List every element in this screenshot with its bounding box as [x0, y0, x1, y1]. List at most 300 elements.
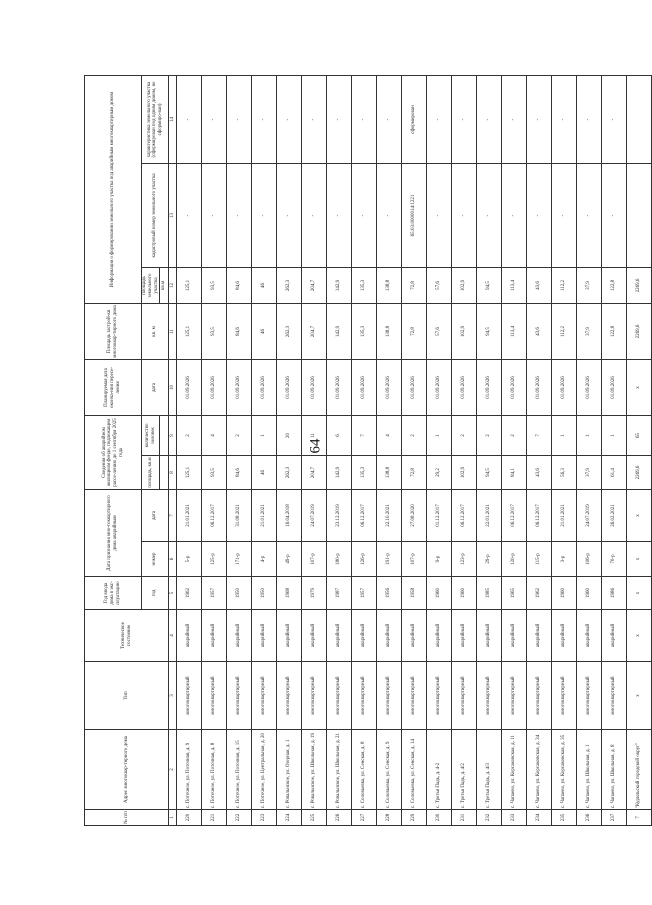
table-cell-n: 232 [477, 810, 502, 826]
table-cell-date: 27.08.2020 [402, 489, 427, 541]
table-cell-date: 06.12.2017 [527, 489, 552, 541]
table-cell-addr: с. Ровальнское, ул. Школьная, д. 19 [302, 730, 327, 810]
total-cell-land: 2269,6 [627, 267, 652, 303]
table-row [452, 75, 477, 825]
sub-land-area: площадь земельного участка [142, 267, 160, 303]
table-cell-state: аварийный [227, 610, 252, 662]
table-cell-people: 7 [527, 415, 552, 455]
table-cell-n: 222 [227, 810, 252, 826]
table-cell-area: 125,1 [177, 455, 202, 489]
table-cell-char: - [352, 75, 377, 163]
table-cell-land: 102,9 [452, 267, 477, 303]
table-cell-state: аварийный [527, 610, 552, 662]
table-cell-n: 230 [427, 810, 452, 826]
col-number: 6 [169, 542, 177, 577]
table-row [177, 75, 202, 825]
table-cell-num: 5-р [177, 542, 202, 577]
table-cell-planned: 01.09.2026 [352, 359, 377, 415]
table-cell-type: многоквартирный [277, 662, 302, 730]
table-cell-built: 113,4 [502, 303, 527, 359]
table-cell-char: - [327, 75, 352, 163]
sub-area: площадь, кв.м [142, 455, 160, 489]
table-cell-char: - [177, 75, 202, 163]
table-cell-state: аварийный [327, 610, 352, 662]
table-cell-built: 135,3 [352, 303, 377, 359]
unit-people-empty [160, 415, 169, 455]
table-cell-addr: с. Поточное, ул. Поточная, д. 15 [227, 730, 252, 810]
table-body [177, 75, 652, 825]
table-cell-year: 1957 [352, 577, 377, 610]
table-cell-built: 112,2 [552, 303, 577, 359]
table-cell-area: 94,5 [477, 455, 502, 489]
table-cell-planned: 01.09.2026 [427, 359, 452, 415]
table-row [202, 75, 227, 825]
table-cell-state: аварийный [302, 610, 327, 662]
table-cell-built: 142,9 [327, 303, 352, 359]
total-cell-planned: х [627, 359, 652, 415]
table-row [252, 75, 277, 825]
table-cell-state: аварийный [377, 610, 402, 662]
table-cell-planned: 01.09.2026 [202, 359, 227, 415]
table-cell-planned: 01.09.2026 [527, 359, 552, 415]
table-cell-built: 125,1 [177, 303, 202, 359]
table-cell-state: аварийный [602, 610, 627, 662]
sub-cadastral: кадастровый номер земельного участка [142, 163, 169, 267]
table-cell-state: аварийный [352, 610, 377, 662]
total-cell-date: х [627, 489, 652, 541]
table-cell-num: 115-р [527, 542, 552, 577]
table-cell-state: аварийный [252, 610, 277, 662]
table-cell-date: 24.07.2019 [302, 489, 327, 541]
table-cell-cad: - [252, 163, 277, 267]
table-cell-n: 235 [552, 810, 577, 826]
table-cell-char: - [202, 75, 227, 163]
table-cell-planned: 01.09.2026 [502, 359, 527, 415]
table-cell-cad: - [227, 163, 252, 267]
table-cell-state: аварийный [427, 610, 452, 662]
total-cell-cad [627, 163, 652, 267]
table-cell-cad: - [577, 163, 602, 267]
table-cell-year: 1957 [202, 577, 227, 610]
table-cell-land: 125,1 [177, 267, 202, 303]
table-cell-land: 94,5 [477, 267, 502, 303]
table-cell-addr: с. Соловьевка, ул. Сенская, д. 8 [352, 730, 377, 810]
table-row [477, 75, 502, 825]
table-cell-land: 113,4 [502, 267, 527, 303]
table-cell-type: многоквартирный [602, 662, 627, 730]
table-cell-n: 233 [502, 810, 527, 826]
table-cell-date: 16.04.2018 [277, 489, 302, 541]
table-cell-num: 126-р [352, 542, 377, 577]
table-cell-n: 236 [577, 810, 602, 826]
table-cell-state: аварийный [277, 610, 302, 662]
table-cell-planned: 01.09.2026 [577, 359, 602, 415]
header-emergency-date: Дата признания мно-гоквартирного дома аварийным [85, 489, 142, 576]
table-cell-land: 93,5 [202, 267, 227, 303]
table-cell-cad: - [502, 163, 527, 267]
table-cell-cad: - [602, 163, 627, 267]
unit-area-empty [160, 455, 169, 489]
table-cell-people: 2 [502, 415, 527, 455]
col-number: 13 [169, 163, 177, 267]
table-cell-cad: - [352, 163, 377, 267]
table-cell-people: 2 [177, 415, 202, 455]
table-cell-type: многоквартирный [302, 662, 327, 730]
table-cell-state: аварийный [577, 610, 602, 662]
table-cell-num: 107-р [302, 542, 327, 577]
table-cell-type: многоквартирный [552, 662, 577, 730]
sub-date: дата [142, 489, 169, 541]
table-cell-char: - [277, 75, 302, 163]
table-cell-land: 204,7 [302, 267, 327, 303]
table-cell-type: многоквартирный [452, 662, 477, 730]
table-cell-built: 122,8 [602, 303, 627, 359]
table-cell-state: аварийный [552, 610, 577, 662]
table-cell-built: 46 [252, 303, 277, 359]
table-cell-cad: - [302, 163, 327, 267]
table-cell-cad: - [202, 163, 227, 267]
table-cell-built: 262,3 [277, 303, 302, 359]
table-cell-land: 57,6 [427, 267, 452, 303]
table-cell-planned: 01.09.2026 [402, 359, 427, 415]
header-address: Адрес многоквар-тирного дома [85, 730, 169, 810]
table-row [352, 75, 377, 825]
table-cell-people: 20 [277, 415, 302, 455]
table-cell-cad: - [427, 163, 452, 267]
table-cell-people: 2 [402, 415, 427, 455]
table-cell-num: 29-р [477, 542, 502, 577]
table-cell-state: аварийный [202, 610, 227, 662]
table-cell-n: 237 [602, 810, 627, 826]
table-cell-people: 2 [452, 415, 477, 455]
col-number: 11 [169, 303, 177, 359]
table-cell-addr: с. Чапаево, ул. Школьная, д. 1 [577, 730, 602, 810]
table-cell-area: 46 [252, 455, 277, 489]
table-cell-num: 49-р [277, 542, 302, 577]
table-cell-state: аварийный [452, 610, 477, 662]
table-cell-people: 4 [202, 415, 227, 455]
total-cell-type: х [627, 662, 652, 730]
table-cell-area: 56,3 [552, 455, 577, 489]
table-cell-addr: с. Соловьевка, ул. Сенская, д. 9 [377, 730, 402, 810]
table-cell-people: 1 [252, 415, 277, 455]
table-cell-num: 9-р [427, 542, 452, 577]
table-cell-n: 224 [277, 810, 302, 826]
sub-year: год [142, 577, 169, 610]
col-number: 10 [169, 359, 177, 415]
table-cell-area: 102,9 [452, 455, 477, 489]
table-cell-type: многоквартирный [427, 662, 452, 730]
table-cell-state: аварийный [402, 610, 427, 662]
table-cell-built: 94,5 [477, 303, 502, 359]
header-state: Техническое состояние [85, 610, 169, 662]
table-cell-date: 06.12.2017 [502, 489, 527, 541]
table-cell-n: 228 [377, 810, 402, 826]
table-cell-year: 1960 [552, 577, 577, 610]
table-cell-year: 1960 [452, 577, 477, 610]
header-built-area: Площадь застрой-ки многоквар-тирного дома [85, 303, 142, 359]
table-cell-people: 2 [227, 415, 252, 455]
table-cell-built: 93,5 [202, 303, 227, 359]
table-row [527, 75, 552, 825]
table-cell-year: 1960 [427, 577, 452, 610]
table-cell-people: 1 [577, 415, 602, 455]
table-cell-date: 31.08.2021 [227, 489, 252, 541]
col-number: 8 [169, 455, 177, 489]
table-cell-area: 84,1 [502, 455, 527, 489]
table-cell-built: 84,6 [227, 303, 252, 359]
table-cell-date: 06.12.2017 [202, 489, 227, 541]
table-row [577, 75, 602, 825]
table-cell-built: 43,6 [527, 303, 552, 359]
table-cell-planned: 01.09.2026 [277, 359, 302, 415]
table-cell-land: 37,9 [577, 267, 602, 303]
table-cell-addr: с. Ровальнское, ул. Озерная, д. 1 [277, 730, 302, 810]
sub-number: номер [142, 542, 169, 577]
table-cell-date: 24.07.2019 [577, 489, 602, 541]
table-cell-cad: 65:03:0000014:1221 [402, 163, 427, 267]
table-cell-planned: 01.09.2026 [327, 359, 352, 415]
table-cell-char: - [227, 75, 252, 163]
table-cell-cad: - [327, 163, 352, 267]
emergency-housing-table [84, 75, 652, 826]
table-cell-planned: 01.09.2026 [552, 359, 577, 415]
table-cell-people: 7 [352, 415, 377, 455]
table-cell-addr: с. Чапаево, ул. Корсаковская, д. 35 [552, 730, 577, 810]
table-cell-addr: с. Третья Падь, д. 4-2 [427, 730, 452, 810]
total-cell-people: 65 [627, 415, 652, 455]
table-cell-date: 21.01.2021 [177, 489, 202, 541]
table-cell-cad: - [377, 163, 402, 267]
table-cell-type: многоквартирный [477, 662, 502, 730]
total-cell-state: х [627, 610, 652, 662]
table-cell-char: - [602, 75, 627, 163]
table-cell-addr: с. Третья Падь, д. 4/2 [452, 730, 477, 810]
table-cell-built: 138,8 [377, 303, 402, 359]
header-num: № п/п [85, 810, 169, 826]
table-cell-addr: с. Поточное, ул. Поточная, д. 9 [177, 730, 202, 810]
table-cell-num: 191-р [377, 542, 402, 577]
column-number-row [169, 75, 177, 825]
table-cell-char: - [502, 75, 527, 163]
table-cell-built: 37,9 [577, 303, 602, 359]
table-cell-area: 138,8 [377, 455, 402, 489]
table-cell-land: 122,8 [602, 267, 627, 303]
table-cell-type: многоквартирный [377, 662, 402, 730]
table-cell-year: 1986 [602, 577, 627, 610]
table-cell-area: 84,6 [227, 455, 252, 489]
table-cell-planned: 01.09.2026 [377, 359, 402, 415]
table-cell-year: 1962 [177, 577, 202, 610]
table-cell-num: 106-р [577, 542, 602, 577]
table-cell-addr: с. Третья Падь, д. 4/3 [477, 730, 502, 810]
sub-people: количество человек [142, 415, 160, 455]
table-cell-char: - [527, 75, 552, 163]
table-cell-cad: - [527, 163, 552, 267]
table-cell-date: 26.02.2021 [602, 489, 627, 541]
table-cell-cad: - [277, 163, 302, 267]
col-number: 12 [169, 267, 177, 303]
total-cell-num: х [627, 542, 652, 577]
table-cell-year: 1958 [402, 577, 427, 610]
header-demolition: Сведения об аварийном жилищном фонде, подлежащем рассе-лению до 1 сентября 2025 года [85, 415, 142, 489]
table-cell-area: 61,4 [602, 455, 627, 489]
table-cell-year: 1979 [302, 577, 327, 610]
table-cell-date: 06.12.2017 [352, 489, 377, 541]
table-cell-date: 22.01.2021 [477, 489, 502, 541]
table-cell-planned: 01.09.2026 [452, 359, 477, 415]
table-cell-num: 3-р [552, 542, 577, 577]
col-number: 4 [169, 610, 177, 662]
table-cell-n: 227 [352, 810, 377, 826]
header-type: Тип [85, 662, 169, 730]
table-cell-planned: 01.09.2026 [252, 359, 277, 415]
table-cell-addr: с. Поточное, ул. Центральная, д. 20 [252, 730, 277, 810]
table-cell-people: 6 [327, 415, 352, 455]
table-cell-people: 1 [602, 415, 627, 455]
table-cell-land: 72,8 [402, 267, 427, 303]
table-cell-date: 21.01.2021 [552, 489, 577, 541]
table-cell-num: 180-р [327, 542, 352, 577]
table-cell-n: 223 [252, 810, 277, 826]
table-cell-num: 70-р [602, 542, 627, 577]
table-cell-built: 57,6 [427, 303, 452, 359]
table-cell-year: 1956 [377, 577, 402, 610]
table-cell-addr: с. Чапаево, ул. Корсаковская, д. 34 [527, 730, 552, 810]
table-cell-num: 123-р [452, 542, 477, 577]
table-cell-area: 93,5 [202, 455, 227, 489]
table-cell-cad: - [552, 163, 577, 267]
table-cell-planned: 01.09.2026 [602, 359, 627, 415]
table-cell-char: - [377, 75, 402, 163]
table-cell-state: аварийный [177, 610, 202, 662]
table-cell-char: - [302, 75, 327, 163]
table-cell-state: аварийный [502, 610, 527, 662]
table-cell-char: - [427, 75, 452, 163]
table-cell-n: 225 [302, 810, 327, 826]
sub-built-unit: кв. м [142, 303, 169, 359]
table-row [302, 75, 327, 825]
table-cell-char: - [577, 75, 602, 163]
table-cell-n: 220 [177, 810, 202, 826]
table-cell-type: многоквартирный [202, 662, 227, 730]
table-cell-people: 11 [302, 415, 327, 455]
table-row [402, 75, 427, 825]
header-land-info: Информация о формировании земельного участка под аварийным многоквартирным домом [85, 75, 142, 303]
col-number: 1 [169, 810, 177, 826]
header-planned-date: Планируемая дата оконча-ния пересе-ления [85, 359, 142, 415]
total-cell-built: 2269,6 [627, 303, 652, 359]
table-cell-year: 1985 [477, 577, 502, 610]
table-cell-state: аварийный [477, 610, 502, 662]
table-cell-addr: с. Ровальнское, ул. Школьная, д. 21 [327, 730, 352, 810]
col-number: 7 [169, 489, 177, 541]
table-row [227, 75, 252, 825]
table-cell-n: 226 [327, 810, 352, 826]
table-cell-built: 72,8 [402, 303, 427, 359]
table-row [427, 75, 452, 825]
table-row [552, 75, 577, 825]
col-number: 2 [169, 730, 177, 810]
table-cell-people: 1 [427, 415, 452, 455]
table-cell-char: сформирован [402, 75, 427, 163]
sub-planned-date: дата [142, 359, 169, 415]
table-cell-land: 112,2 [552, 267, 577, 303]
table-cell-type: многоквартирный [252, 662, 277, 730]
total-cell-area: 2269,6 [627, 455, 652, 489]
header-year: Год ввода дома в экс-плуатацию [85, 577, 142, 610]
table-cell-char: - [552, 75, 577, 163]
table-cell-type: многоквартирный [502, 662, 527, 730]
table-cell-date: 21.01.2021 [252, 489, 277, 541]
table-cell-year: 1962 [527, 577, 552, 610]
table-cell-area: 72,8 [402, 455, 427, 489]
table-cell-cad: - [452, 163, 477, 267]
table-cell-year: 1950 [252, 577, 277, 610]
table-cell-year: 1987 [327, 577, 352, 610]
col-number: 3 [169, 662, 177, 730]
table-cell-num: 120-р [502, 542, 527, 577]
table-cell-date: 06.12.2017 [452, 489, 477, 541]
table-cell-area: 204,7 [302, 455, 327, 489]
table-cell-char: - [252, 75, 277, 163]
table-cell-planned: 01.09.2026 [177, 359, 202, 415]
table-cell-area: 135,3 [352, 455, 377, 489]
table-cell-cad: - [477, 163, 502, 267]
table-cell-type: многоквартирный [227, 662, 252, 730]
table-cell-planned: 01.09.2026 [227, 359, 252, 415]
table-cell-n: 234 [527, 810, 552, 826]
table-cell-n: 229 [402, 810, 427, 826]
table-cell-area: 43,6 [527, 455, 552, 489]
table-cell-people: 2 [477, 415, 502, 455]
table-cell-type: многоквартирный [402, 662, 427, 730]
table-cell-type: многоквартирный [327, 662, 352, 730]
table-cell-addr: с. Чапаево, ул. Школьная, д. 8 [602, 730, 627, 810]
table-row [377, 75, 402, 825]
table-cell-land: 138,8 [377, 267, 402, 303]
table-cell-built: 204,7 [302, 303, 327, 359]
table-cell-date: 01.12.2017 [427, 489, 452, 541]
total-cell-year: х [627, 577, 652, 610]
table-cell-addr: с. Поточное, ул. Поточная, д. 8 [202, 730, 227, 810]
table-cell-land: 84,6 [227, 267, 252, 303]
table-cell-year: 1965 [502, 577, 527, 610]
table-cell-area: 37,9 [577, 455, 602, 489]
table-cell-year: 1960 [577, 577, 602, 610]
table-cell-area: 142,9 [327, 455, 352, 489]
table-cell-people: 1 [552, 415, 577, 455]
page-number: 64 [307, 438, 324, 454]
col-number: 9 [169, 415, 177, 455]
table-cell-built: 102,9 [452, 303, 477, 359]
table-cell-date: 22.10.2021 [377, 489, 402, 541]
table-cell-addr: с. Чапаево, ул. Корсаковская, д. 11 [502, 730, 527, 810]
table-cell-char: - [452, 75, 477, 163]
table-cell-year: 1968 [277, 577, 302, 610]
table-cell-date: 23.12.2019 [327, 489, 352, 541]
table-cell-n: 221 [202, 810, 227, 826]
table-cell-addr: с. Соловьевка, ул. Сенская, д. 14 [402, 730, 427, 810]
table-cell-char: - [477, 75, 502, 163]
table-row [602, 75, 627, 825]
table-row [502, 75, 527, 825]
table-cell-type: многоквартирный [177, 662, 202, 730]
total-cell-char [627, 75, 652, 163]
table-cell-planned: 01.09.2026 [477, 359, 502, 415]
table-cell-n: 231 [452, 810, 477, 826]
table-cell-type: многоквартирный [527, 662, 552, 730]
